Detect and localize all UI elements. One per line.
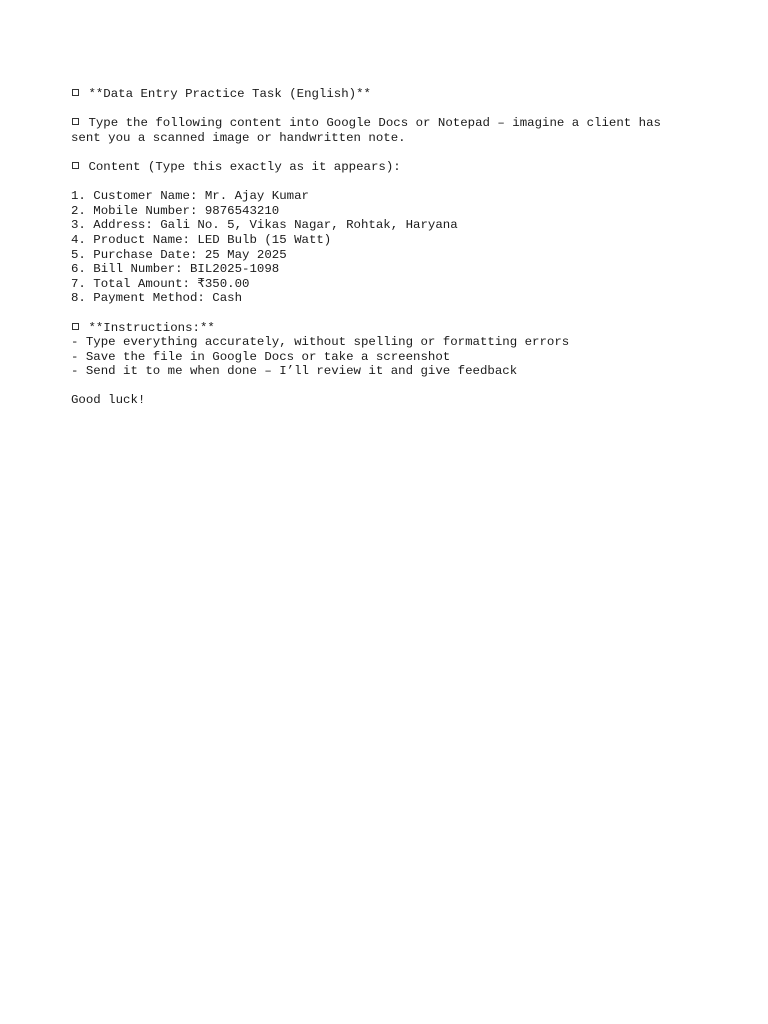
list-item: 2. Mobile Number: 9876543210	[71, 203, 280, 218]
box-icon	[72, 162, 79, 169]
instructions-header-text: **Instructions:**	[88, 320, 215, 335]
content-header	[71, 160, 711, 175]
content-header-text: Content (Type this exactly as it appears):	[88, 159, 401, 174]
content-list	[71, 189, 711, 306]
list-item: 7. Total Amount: ₹350.00	[71, 276, 250, 291]
list-item: 5. Purchase Date: 25 May 2025	[71, 247, 287, 262]
list-item: 3. Address: Gali No. 5, Vikas Nagar, Rohtak, Haryana	[71, 218, 458, 233]
list-item: 6. Bill Number: BIL2025-1098	[71, 262, 280, 277]
instructions-header	[71, 321, 711, 336]
intro-line-2: sent you a scanned image or handwritten note.	[71, 130, 406, 145]
box-icon	[72, 89, 79, 96]
task-heading	[71, 87, 711, 102]
document-body	[71, 87, 711, 408]
closing-text: Good luck!	[71, 393, 146, 408]
instruction-item: - Send it to me when done – I’ll review it and give feedback	[71, 364, 518, 379]
list-item: 4. Product Name: LED Bulb (15 Watt)	[71, 232, 332, 247]
instructions-list	[71, 335, 711, 379]
instruction-item: - Type everything accurately, without spelling or formatting errors	[71, 335, 570, 350]
intro-text-1: Type the following content into Google Docs or Notepad – imagine a client has	[88, 116, 661, 131]
intro-line-1	[71, 116, 711, 131]
task-heading-text: **Data Entry Practice Task (English)**	[88, 87, 371, 101]
list-item: 8. Payment Method: Cash	[71, 291, 243, 306]
box-icon	[72, 323, 79, 330]
list-item: 1. Customer Name: Mr. Ajay Kumar	[71, 189, 309, 204]
box-icon	[72, 118, 79, 125]
instruction-item: - Save the file in Google Docs or take a screenshot	[71, 349, 451, 364]
